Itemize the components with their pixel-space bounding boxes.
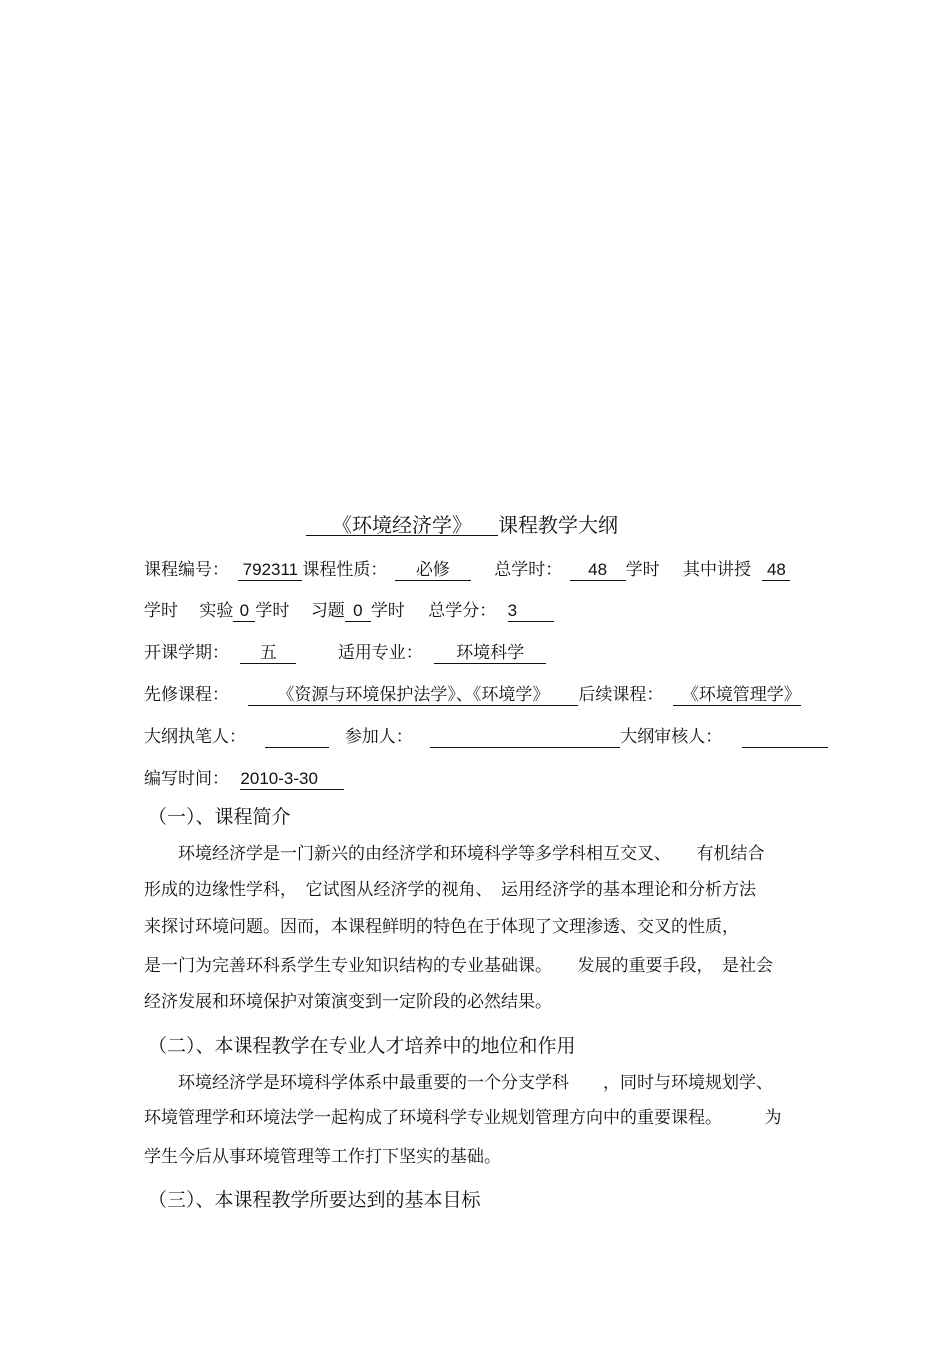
lecture-label: 其中讲授 — [683, 560, 752, 580]
section-1-line-2: 形成的边缘性学科， 它试图从经济学的视角、 运用经济学的基本理论和分析方法 — [144, 880, 756, 900]
section-2-heading: （二）、本课程教学在专业人才培养中的地位和作用 — [148, 1035, 576, 1057]
hours-unit: 学时 — [255, 601, 290, 621]
info-line-6 — [144, 768, 344, 790]
section-2-line-2: 环境管理学和环境法学一起构成了环境科学专业规划管理方向中的重要课程。 为 — [144, 1108, 782, 1128]
writer-label: 大纲执笔人： — [144, 727, 246, 747]
major-label: 适用专业： — [337, 643, 423, 663]
document-title — [306, 512, 618, 538]
section-2-line-1: 环境经济学是环境科学体系中最重要的一个分支学科 ，同时与环境规划学、 — [178, 1073, 773, 1093]
section-1-heading: （一）、课程简介 — [148, 806, 291, 828]
credits-value: 3 — [508, 601, 554, 622]
date-value: 2010-3-30 — [240, 769, 344, 790]
credits-label: 总学分： — [428, 601, 497, 621]
hours-unit: 学时 — [370, 601, 405, 621]
experiment-hours-value: 0 — [233, 601, 255, 622]
info-line-2 — [144, 600, 554, 622]
followup-label: 后续课程： — [578, 685, 664, 705]
participant-value — [430, 727, 620, 748]
section-1-line-5: 经济发展和环境保护对策演变到一定阶段的必然结果。 — [144, 992, 552, 1012]
course-code-value: 792311 — [238, 560, 302, 581]
section-2-line-3: 学生今后从事环境管理等工作打下坚实的基础。 — [144, 1147, 501, 1167]
exercise-label: 习题 — [310, 601, 345, 621]
hours-unit: 学时 — [625, 560, 660, 580]
info-line-3 — [144, 642, 546, 664]
hours-unit: 学时 — [144, 601, 178, 621]
course-title-book: 《环境经济学》 — [306, 515, 498, 536]
course-title-suffix: 课程教学大纲 — [498, 513, 618, 537]
lecture-hours-value: 48 — [762, 560, 790, 581]
course-code-label: 课程编号： — [144, 560, 229, 580]
reviewer-label: 大纲审核人： — [620, 727, 723, 747]
reviewer-value — [742, 727, 828, 748]
section-1-line-3: 来探讨环境问题。因而，本课程鲜明的特色在于体现了文理渗透、交叉的性质， — [144, 917, 739, 937]
total-hours-label: 总学时： — [494, 560, 563, 580]
followup-value: 《环境管理学》 — [673, 685, 801, 706]
section-1-line-1: 环境经济学是一门新兴的由经济学和环境科学等多学科相互交叉、 有机结合 — [178, 844, 765, 864]
section-3-heading: （三）、本课程教学所要达到的基本目标 — [148, 1189, 481, 1211]
semester-value: 五 — [240, 643, 296, 664]
total-hours-value: 48 — [570, 560, 626, 581]
nature-value: 必修 — [395, 560, 471, 581]
section-1-line-4: 是一门为完善环科系学生专业知识结构的专业基础课。 发展的重要手段， 是社会 — [144, 956, 773, 976]
writer-value — [265, 727, 329, 748]
semester-label: 开课学期： — [144, 643, 229, 663]
prereq-value: 《资源与环境保护法学》、《环境学》 — [248, 685, 578, 706]
info-line-5 — [144, 726, 828, 748]
prereq-label: 先修课程： — [144, 685, 229, 705]
info-line-4 — [144, 684, 801, 706]
participant-label: 参加人： — [344, 727, 413, 747]
major-value: 环境科学 — [434, 643, 546, 664]
exercise-hours-value: 0 — [345, 601, 371, 622]
nature-label: 课程性质： — [302, 560, 388, 580]
info-line-1 — [144, 559, 790, 581]
date-label: 编写时间： — [144, 769, 229, 789]
experiment-label: 实验 — [199, 601, 234, 621]
